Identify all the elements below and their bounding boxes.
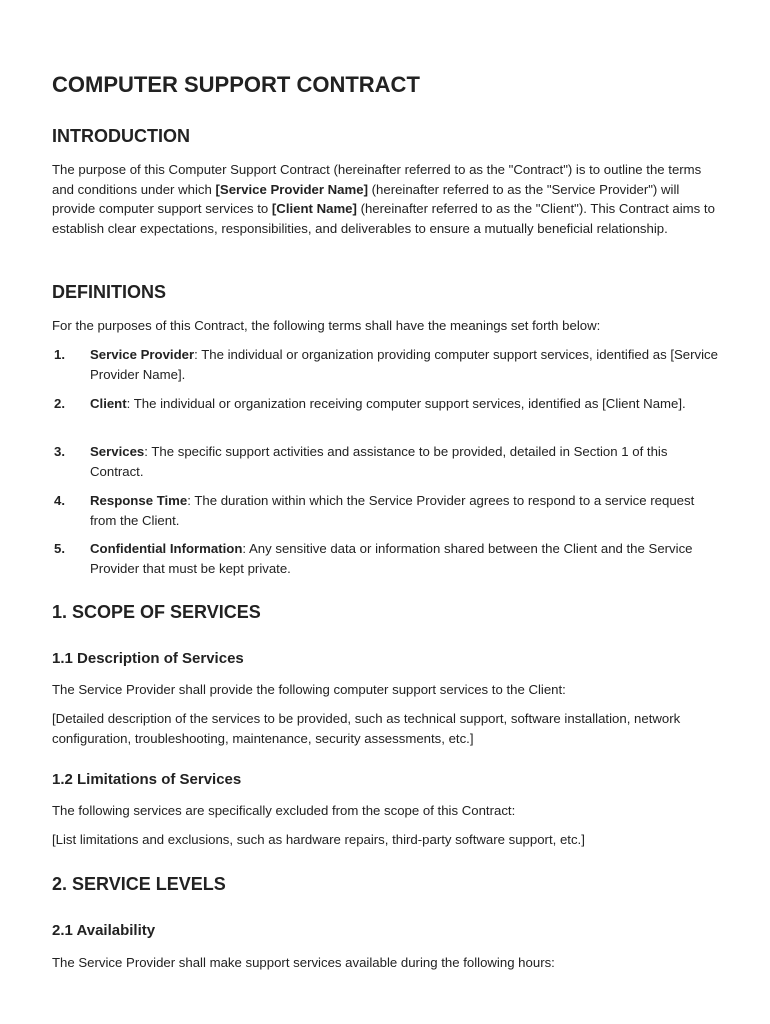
- description-subheading: 1.1 Description of Services: [52, 650, 244, 667]
- limitations-subheading: 1.2 Limitations of Services: [52, 771, 242, 788]
- definition-term: Services: [90, 444, 145, 459]
- definition-text: [90, 394, 722, 414]
- definition-body: : The individual or organization receiving computer support services, identified as [Client Name].: [126, 396, 686, 411]
- limitations-intro: The following services are specifically excluded from the scope of this Contract:: [52, 803, 516, 818]
- client-name-placeholder: [Client Name]: [271, 201, 357, 216]
- definition-text: [90, 491, 722, 530]
- definition-text: [90, 442, 722, 481]
- introduction-heading: INTRODUCTION: [52, 126, 190, 146]
- list-number: 4.: [54, 493, 65, 508]
- list-number: 2.: [54, 396, 65, 411]
- scope-heading: 1. SCOPE OF SERVICES: [52, 602, 261, 622]
- list-number: 1.: [54, 347, 65, 362]
- definition-body: : The specific support activities and assistance to be provided, detailed in Section 1 of this Contract.: [90, 444, 668, 479]
- intro-text-part-1: The purpose of this Computer Support Contract (hereinafter referred to as the "Contract") is to outline the terms and conditions under which: [52, 162, 702, 197]
- definition-text: [90, 539, 722, 578]
- service-levels-heading: 2. SERVICE LEVELS: [52, 874, 226, 894]
- list-number: 5.: [54, 541, 65, 556]
- description-intro: The Service Provider shall provide the following computer support services to the Client:: [52, 682, 566, 697]
- definitions-heading: DEFINITIONS: [52, 282, 167, 302]
- availability-subheading: 2.1 Availability: [52, 922, 156, 939]
- intro-text-part-2: (hereinafter referred to as the "Service Provider") will provide computer support services to: [52, 181, 680, 216]
- provider-name-placeholder: [Service Provider Name]: [215, 181, 368, 197]
- definition-term: Client: [90, 396, 127, 411]
- intro-text-part-3: (hereinafter referred to as the "Client"). This Contract aims to establish clear expectations, responsibilities, and deliverables to ensure a mutually beneficial relationship.: [52, 201, 715, 236]
- definition-body: : The duration within which the Service Provider agrees to respond to a service request from the Client.: [90, 493, 695, 528]
- list-number: 3.: [54, 444, 65, 459]
- definition-term: Response Time: [90, 493, 188, 508]
- definition-term: Service Provider: [90, 347, 195, 362]
- definition-term: Confidential Information: [90, 541, 243, 556]
- definition-body: : The individual or organization providing computer support services, identified as [Service Provider Name].: [90, 347, 718, 382]
- definition-body: : Any sensitive data or information shared between the Client and the Service Provider that must be kept private.: [90, 541, 693, 576]
- definitions-intro: For the purposes of this Contract, the following terms shall have the meanings set forth below:: [52, 318, 601, 333]
- definition-text: [90, 345, 722, 384]
- limitations-detail: [List limitations and exclusions, such as hardware repairs, third-party software support, etc.]: [52, 832, 585, 847]
- document-title: COMPUTER SUPPORT CONTRACT: [52, 72, 420, 97]
- introduction-paragraph: [52, 160, 724, 238]
- availability-intro: The Service Provider shall make support services available during the following hours:: [52, 955, 555, 970]
- description-detail: [Detailed description of the services to be provided, such as technical support, software installation, network configuration, troubleshooting, maintenance, security assessments, etc.]: [52, 711, 681, 746]
